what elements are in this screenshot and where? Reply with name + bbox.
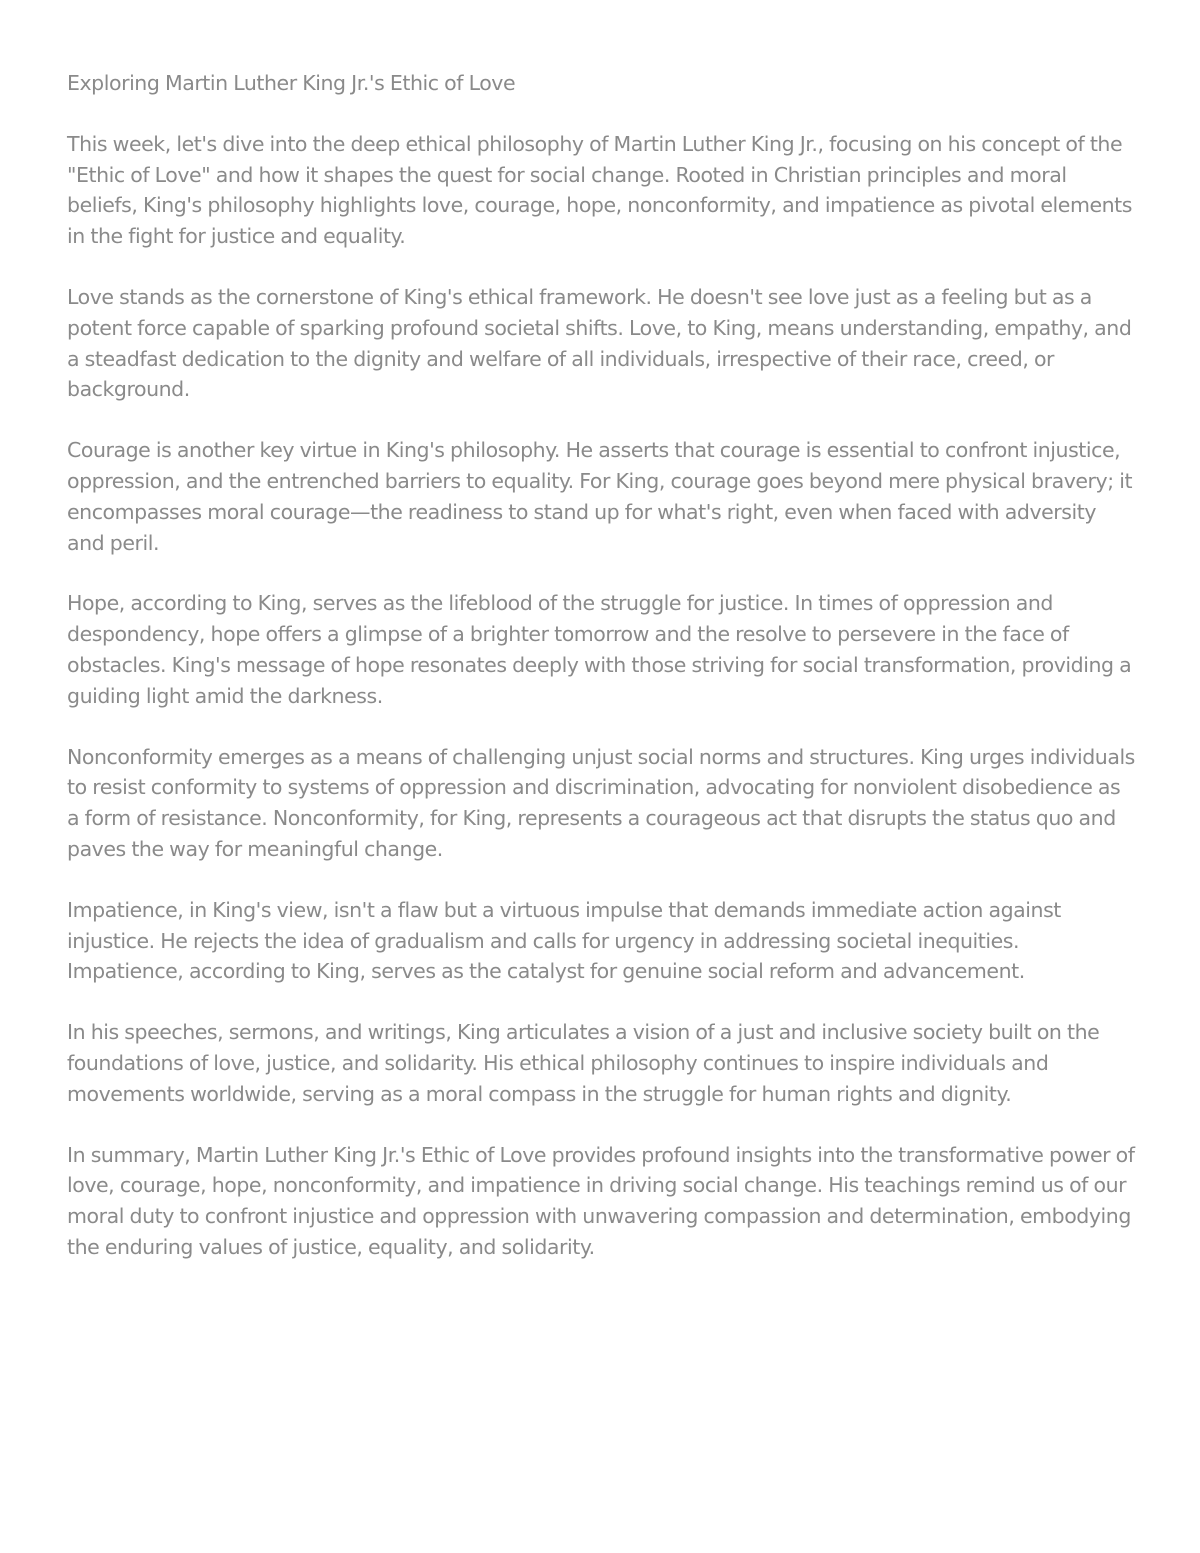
- paragraph-intro: This week, let's dive into the deep ethical philosophy of Martin Luther King Jr., focusing on his concept of the "Ethic of Love" and how it shapes the quest for social change. Rooted in Christian principles and moral beliefs, King's philosophy highlights love, courage, hope, nonconformity, and impatience as pivotal elements in the fight for justice and equality.: [67, 131, 1132, 249]
- paragraph-hope: Hope, according to King, serves as the lifeblood of the struggle for justice. In times of oppression and despondency, hope offers a glimpse of a brighter tomorrow and the resolve to persevere in the face of obstacles. King's message of hope resonates deeply with those striving for social transformation, providing a guiding light amid the darkness.: [67, 591, 1132, 708]
- paragraph-courage: Courage is another key virtue in King's philosophy. He asserts that courage is essential to confront injustice, oppression, and the entrenched barriers to equality. For King, courage goes beyond mere physical bravery; it encompasses moral courage—the readiness to stand up for what's right, even when faced with adversity and peril.: [67, 438, 1133, 555]
- paragraph-impatience: Impatience, in King's view, isn't a flaw but a virtuous impulse that demands immediate action against injustice. He rejects the idea of gradualism and calls for urgency in addressing societal inequities. Impatience, according to King, serves as the catalyst for genuine social reform and advancement.: [67, 897, 1061, 984]
- document-body: [67, 68, 1137, 1293]
- paragraph-love: Love stands as the cornerstone of King's ethical framework. He doesn't see love just as a feeling but as a potent force capable of sparking profound societal shifts. Love, to King, means understanding, empathy, and a steadfast dedication to the dignity and welfare of all individuals, irrespective of their race, creed, or background.: [67, 284, 1132, 402]
- paragraph-speeches: In his speeches, sermons, and writings, King articulates a vision of a just and inclusive society built on the foundations of love, justice, and solidarity. His ethical philosophy continues to inspire individuals and movements worldwide, serving as a moral compass in the struggle for human rights and dignity.: [67, 1020, 1100, 1106]
- paragraph-summary: In summary, Martin Luther King Jr.'s Ethic of Love provides profound insights into the transformative power of love, courage, hope, nonconformity, and impatience in driving social change. His teachings remind us of our moral duty to confront injustice and oppression with unwavering compassion and determination, embodying the enduring values of justice, equality, and solidarity.: [67, 1142, 1135, 1259]
- document-title: Exploring Martin Luther King Jr.'s Ethic of Love: [67, 71, 516, 95]
- paragraph-nonconformity: Nonconformity emerges as a means of challenging unjust social norms and structures. King urges individuals to resist conformity to systems of oppression and discrimination, advocating for nonviolent disobedience as a form of resistance. Nonconformity, for King, represents a courageous act that disrupts the status quo and paves the way for meaningful change.: [67, 744, 1135, 861]
